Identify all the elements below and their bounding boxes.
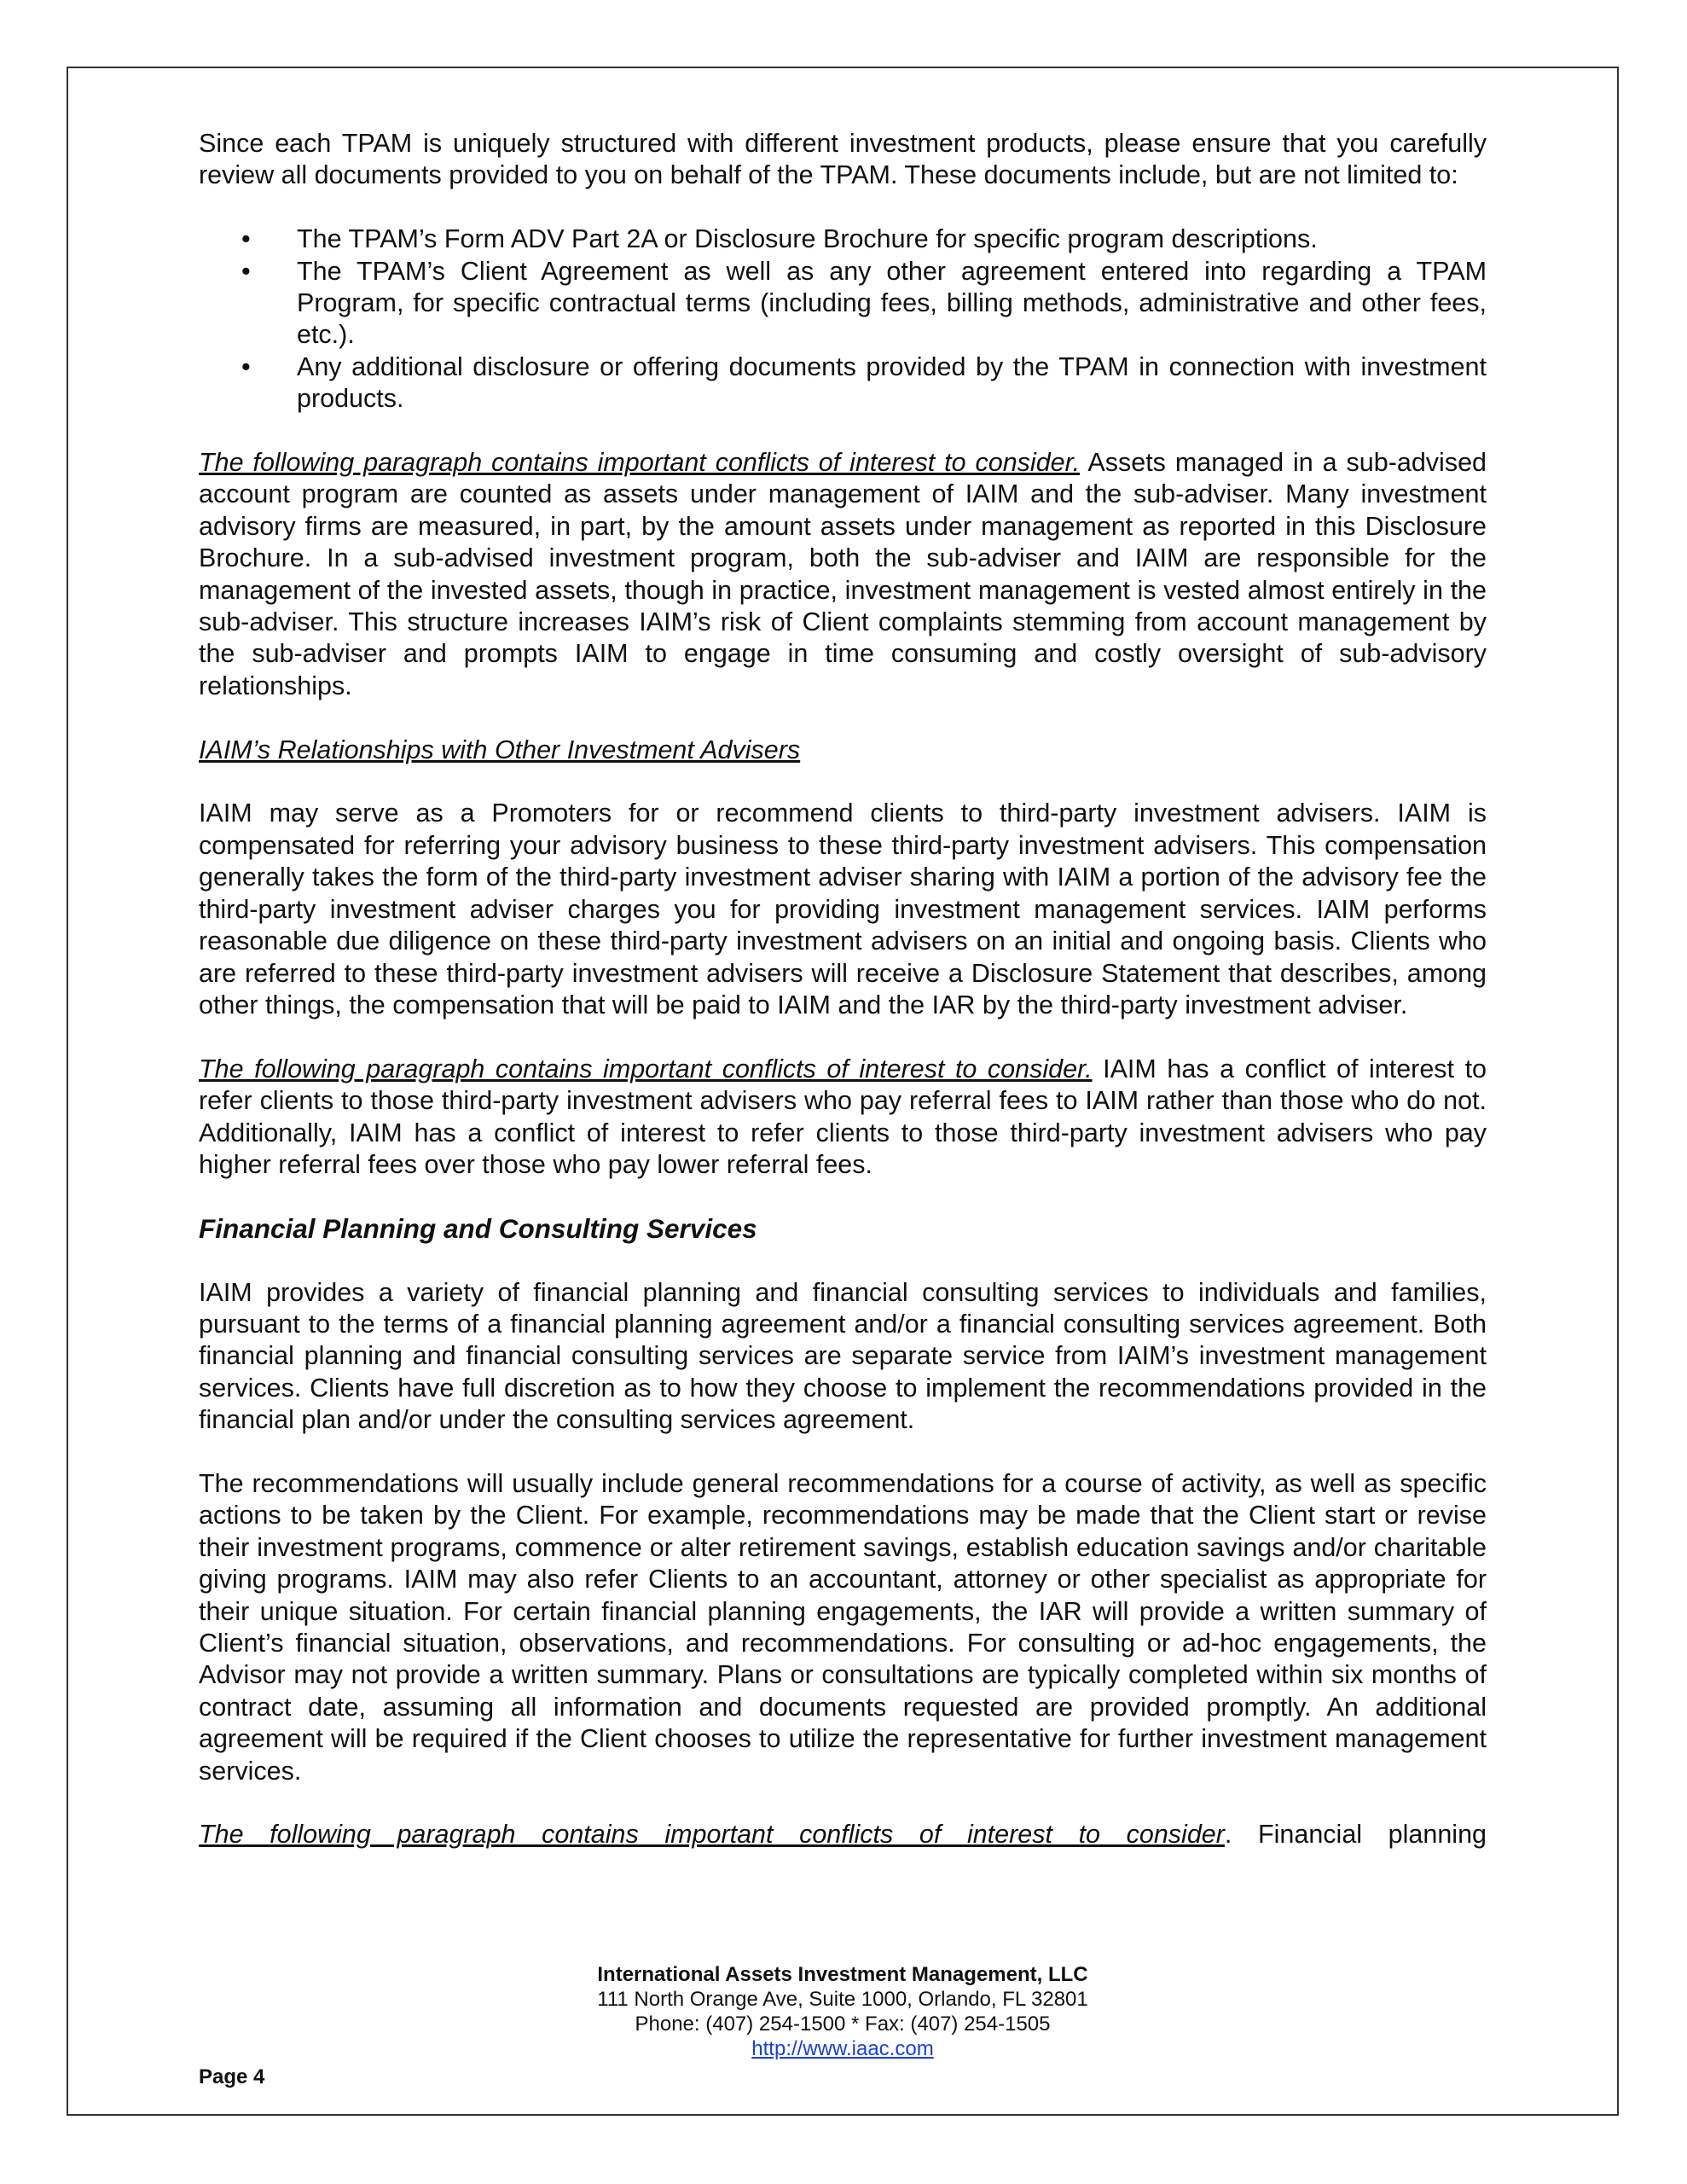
section-heading-financial-planning: Financial Planning and Consulting Services [199,1212,757,1244]
conflict-label: The following paragraph contains important conflicts of interest to consider [199,1820,1225,1850]
conflict-paragraph-subadvised: The following paragraph contains important conflicts of interest to consider. Assets managed in a sub-advised account program are counted as assets under management of IAIM and the sub-adviser. Many investment advisory firms are measured, in part, by the amount assets under management as reported in this Disclosure Brochure. In a sub-advised investment program, both the sub-adviser and IAIM are responsible for the management of the invested assets, though in practice, investment management is vested almost entirely in the sub-adviser. This structure increases IAIM’s risk of Client complaints stemming from account management by the sub-adviser and prompts IAIM to engage in time consuming and costly oversight of sub-advisory relationships. [199,448,1487,700]
footer-company: International Assets Investment Management, LLC [597,1963,1088,1986]
list-item: • The TPAM’s Form ADV Part 2A or Disclosure Brochure for specific program descriptions. [297,224,1487,255]
financial-planning-paragraph: IAIM provides a variety of financial planning and financial consulting services to individuals and families, pursuant to the terms of a financial planning agreement and/or a financial consulting services agreement. Both financial planning and financial consulting services are separate service from IAIM’s investment management services. Clients have full discretion as to how they choose to implement the recommendations provided in the financial plan and/or under the consulting services agreement. [199,1277,1487,1435]
page-number: Page 4 [199,2065,265,2088]
bullet-icon: • [241,224,251,254]
bullet-icon: • [241,351,251,381]
footer-address: 111 North Orange Ave, Suite 1000, Orlando, FL 32801 [597,1988,1088,2011]
footer-phone: Phone: (407) 254-1500 * Fax: (407) 254-1505 [635,2013,1051,2036]
footer-website-link[interactable]: http://www.iaac.com [751,2037,934,2060]
subheading-relationships: IAIM’s Relationships with Other Investment Advisers [199,735,801,764]
document-body [199,128,1487,1851]
conflict-label: The following paragraph contains important conflicts of interest to consider. [199,448,1081,478]
conflict-paragraph-financial-planning: The following paragraph contains important conflicts of interest to consider. Financial planning [199,1820,1487,1850]
conflict-label: The following paragraph contains important conflicts of interest to consider. [199,1054,1093,1083]
relationships-paragraph: IAIM may serve as a Promoters for or recommend clients to third-party investment advisers. IAIM is compensated for referring your advisory business to these third-party investment advisers. This compensation generally takes the form of the third-party investment adviser sharing with IAIM a portion of the advisory fee the third-party investment adviser charges you for providing investment management services. IAIM performs reasonable due diligence on these third-party investment advisers on an initial and ongoing basis. Clients who are referred to these third-party investment advisers will receive a Disclosure Statement that describes, among other things, the compensation that will be paid to IAIM and the IAR by the third-party investment adviser. [199,799,1487,1019]
document-list [199,224,1487,415]
bullet-icon: • [241,256,251,286]
intro-paragraph: Since each TPAM is uniquely structured with different investment products, please ensure that you carefully review all documents provided to you on behalf of the TPAM. These documents include, but are not limited to: [199,129,1487,190]
list-item: • Any additional disclosure or offering documents provided by the TPAM in connection with investment products. [241,351,1487,414]
recommendations-paragraph: The recommendations will usually include general recommendations for a course of activity, as well as specific actions to be taken by the Client. For example, recommendations may be made that the Client start or revise their investment programs, commence or alter retirement savings, establish education savings and/or charitable giving programs. IAIM may also refer Clients to an accountant, attorney or other specialist as appropriate for their unique situation. For certain financial planning engagements, the IAR will provide a written summary of Client’s financial situation, observations, and recommendations. For consulting or ad-hoc engagements, the Advisor may not provide a written summary. Plans or consultations are typically completed within six months of contract date, assuming all information and documents requested are provided promptly. An additional agreement will be required if the Client chooses to utilize the representative for further investment management services. [199,1468,1487,1786]
conflict-paragraph-referral: The following paragraph contains important conflicts of interest to consider. IAIM has a conflict of interest to refer clients to those third-party investment advisers who pay referral fees to IAIM rather than those who do not. Additionally, IAIM has a conflict of interest to refer clients to those third-party investment advisers who pay higher referral fees over those who pay lower referral fees. [199,1054,1487,1179]
list-item: • The TPAM’s Client Agreement as well as any other agreement entered into regarding a TPAM Program, for specific contractual terms (including fees, billing methods, administrative and other fees, etc.). [241,256,1487,350]
page-footer [67,1962,1619,2061]
